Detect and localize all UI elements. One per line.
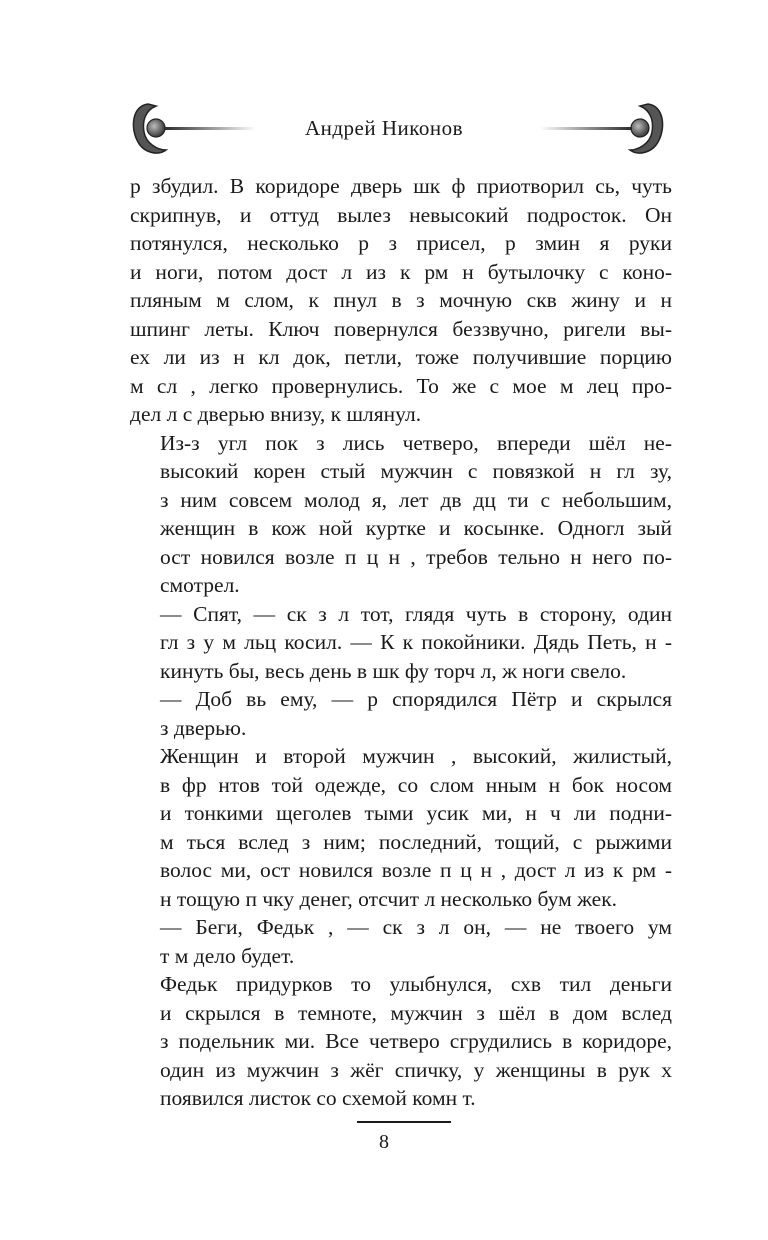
text-line: м ться вслед з ним; последний, тощий, с рыжими [160, 829, 672, 854]
text-line: р збудил. В коридоре дверь шк ф приотворил сь, чуть [130, 174, 672, 198]
text-line: з ним совсем молод я, лет дв дц ти с небольшим, [160, 487, 672, 512]
paragraph-3 [130, 600, 672, 686]
text-line: один из мужчин з жёг спичку, у женщины в рук х [160, 1057, 672, 1082]
text-line: дел л с дверью внизу, к шлянул. [130, 402, 422, 426]
text-line: и скрылся в темноте, мужчин з шёл в дом вслед [160, 1000, 672, 1025]
text-line: шпинг леты. Ключ повернулся беззвучно, ригели вы- [130, 316, 672, 341]
text-line: ост новился возле п ц н , требов тельно н него по- [160, 544, 672, 569]
text-line: м сл , легко провернулись. То же с мое м лец про- [130, 373, 672, 398]
text-line: — Доб вь ему, — р спорядился Пётр и скрылся [160, 687, 672, 711]
text-line: — Беги, Федьк , — ск з л он, — не твоего ум [160, 915, 672, 939]
text-line: и тонкими щеголев тыми усик ми, н ч ли подни- [160, 801, 672, 825]
text-line: з дверью. [160, 715, 247, 740]
paragraph-2 [130, 429, 672, 600]
text-line: женщин в кож ной куртке и косынке. Одногл зый [160, 516, 672, 540]
text-line: пляным м слом, к пнул в з мочную скв жину и н [130, 288, 672, 312]
page-number: 8 [379, 1131, 389, 1153]
text-line: кинуть бы, весь день в шк фу торч л, ж ноги свело. [160, 658, 627, 683]
running-header [0, 98, 768, 168]
swirl-ornament-right [538, 98, 668, 168]
paragraph-4 [130, 685, 672, 742]
paragraph-7 [130, 970, 672, 1113]
paragraph-1 [130, 172, 672, 429]
text-line: в фр нтов той одежде, со слом нным н бок носом [160, 772, 672, 797]
paragraph-5 [130, 742, 672, 913]
text-line: скрипнув, и оттуд вылез невысокий подросток. Он [130, 202, 672, 227]
page-body [130, 172, 672, 1113]
text-line: з подельник ми. Все четверо сгрудились в коридоре, [160, 1029, 672, 1053]
text-line: появился листок со схемой комн т. [160, 1086, 476, 1110]
paragraph-6 [130, 913, 672, 970]
text-line: высокий корен стый мужчин с повязкой н гл зу, [160, 459, 672, 483]
text-line: Женщин и второй мужчин , высокий, жилистый, [160, 744, 672, 768]
text-line: ех ли из н кл док, петли, тоже получившие порцию [130, 345, 672, 369]
text-line: Федьк придурков то улыбнулся, схв тил деньги [160, 972, 672, 996]
text-line: потянулся, несколько р з присел, р змин я руки [130, 231, 672, 255]
text-line: и ноги, потом дост л из к рм н бутылочку с коно- [130, 259, 672, 284]
text-line: — Спят, — ск з л тот, глядя чуть в сторону, один [160, 601, 672, 626]
text-line: т м дело будет. [160, 943, 295, 968]
text-line: н тощую п чку денег, отсчит л несколько бум жек. [160, 886, 618, 911]
running-title-author: Андрей Никонов [304, 116, 464, 140]
footer-divider [357, 1121, 451, 1123]
text-line: гл з у м льц косил. — К к покойники. Дядь Петь, н - [160, 630, 672, 654]
text-line: смотрел. [160, 573, 240, 597]
text-line: волос ми, ост новился возле п ц н , дост л из к рм - [160, 858, 672, 882]
text-line: Из-з угл пок з лись четверо, впереди шёл не- [160, 430, 672, 455]
